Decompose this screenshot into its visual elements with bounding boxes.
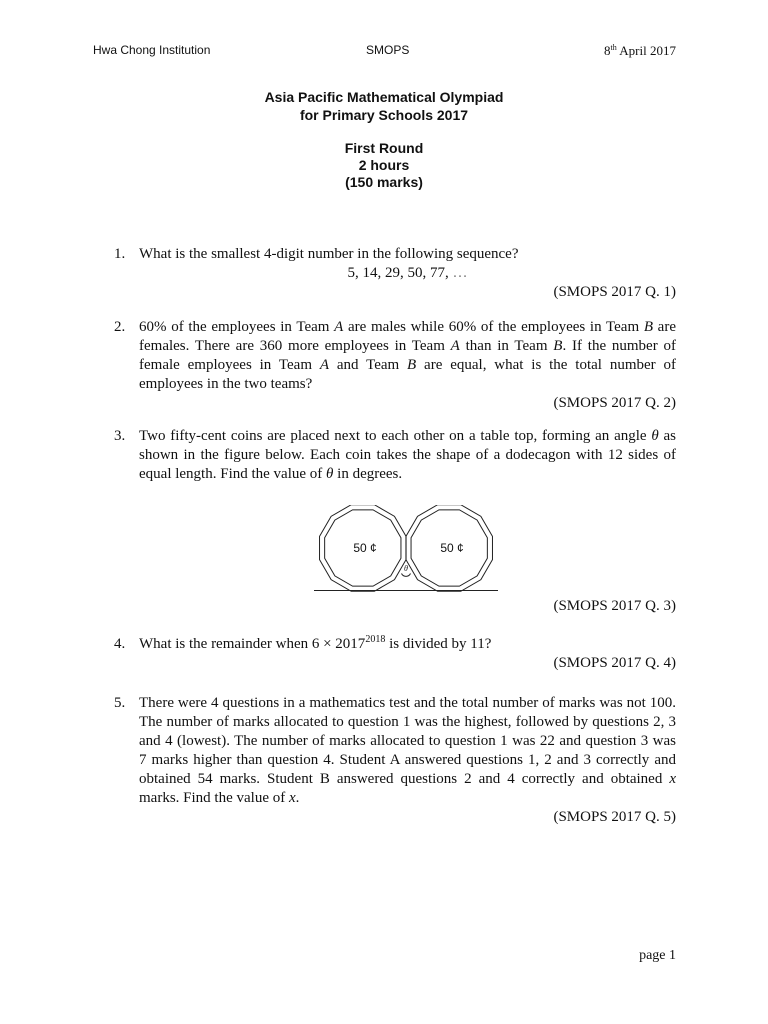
theta-symbol: θ <box>326 466 334 482</box>
round-info <box>0 140 768 191</box>
variable-x: x <box>288 790 296 806</box>
variable-x: x <box>669 771 676 787</box>
question-number: 2. <box>114 319 126 335</box>
question-source: (SMOPS 2017 Q. 4) <box>553 655 676 671</box>
text-segment: Two fifty-cent coins are placed next to each other on a table top, forming an angle <box>139 428 652 444</box>
question-source: (SMOPS 2017 Q. 5) <box>553 809 676 825</box>
exponent: 2018 <box>365 634 386 645</box>
text-segment: are males while 60% of the employees in Team <box>343 319 644 335</box>
header-competition: SMOPS <box>366 43 410 57</box>
question-source: (SMOPS 2017 Q. 2) <box>553 395 676 411</box>
question-4 <box>114 635 676 673</box>
title-line-2: for Primary Schools 2017 <box>299 107 469 123</box>
ellipsis: … <box>452 265 468 281</box>
question-1 <box>114 245 676 302</box>
question-2 <box>114 318 676 413</box>
sequence-values: 5, 14, 29, 50, 77, <box>347 265 449 281</box>
round-duration: 2 hours <box>358 157 410 173</box>
question-5 <box>114 694 676 827</box>
variable-a: A <box>319 357 329 373</box>
variable-a: A <box>334 319 344 335</box>
text-segment: than in Team <box>459 338 554 354</box>
question-number: 4. <box>114 636 126 652</box>
angle-arc <box>402 574 411 577</box>
text-segment: are equal, what is the total number of employees in the two teams? <box>139 357 676 392</box>
question-text <box>139 694 676 808</box>
text-segment: and Team <box>329 357 408 373</box>
variable-b: B <box>407 357 417 373</box>
text-segment: What is the remainder when 6 × 2017 <box>139 636 366 652</box>
header-date-suffix: th <box>610 43 617 52</box>
variable-a: A <box>450 338 460 354</box>
question-source: (SMOPS 2017 Q. 3) <box>553 598 676 614</box>
title-line-1: Asia Pacific Mathematical Olympiad <box>264 89 504 105</box>
page-number: page 1 <box>639 948 676 963</box>
round-name: First Round <box>344 140 424 156</box>
question-text <box>139 635 676 654</box>
header-institution: Hwa Chong Institution <box>93 43 211 57</box>
question-number: 1. <box>114 246 126 262</box>
variable-b: B <box>643 319 653 335</box>
text-segment: as shown in the figure below. Each coin takes the shape of a dodecagon with 12 sides of equal length. Find the value of <box>139 428 676 482</box>
variable-b: B <box>553 338 563 354</box>
question-3 <box>114 427 676 484</box>
question-text <box>139 427 676 484</box>
sequence <box>139 264 676 283</box>
round-marks: (150 marks) <box>345 174 423 190</box>
coin-figure <box>312 505 500 595</box>
text-segment: in degrees. <box>333 466 403 482</box>
header-date-rest: April 2017 <box>616 43 676 58</box>
header-date-day: 8 <box>604 43 611 58</box>
paper-title <box>0 88 768 124</box>
question-source: (SMOPS 2017 Q. 1) <box>553 284 676 300</box>
header-date <box>604 43 676 59</box>
angle-label: θ <box>404 564 408 573</box>
question-text: What is the smallest 4-digit number in the following sequence? <box>139 246 519 262</box>
text-segment: is divided by 11? <box>385 636 492 652</box>
theta-symbol: θ <box>651 428 659 444</box>
question-3-source-row <box>114 597 676 616</box>
coin-right-label: 50 ¢ <box>440 541 464 555</box>
text-segment: . If the number of female employees in Team <box>139 338 676 373</box>
text-segment: There were 4 questions in a mathematics test and the total number of marks was not 100. The number of marks allocated to question 1 was the highest, followed by questions 2, 3 and 4 (lowest). The number of marks allocated to question 1 was 22 and question 3 was 7 marks higher than question 4. Student A answered questions 1, 2 and 3 correctly and obtained 54 marks. Student B answered questions 2 and 4 correctly and obtained <box>139 695 676 787</box>
question-number: 3. <box>114 428 126 444</box>
text-segment: 60% of the employees in Team <box>139 319 335 335</box>
text-segment: are females. There are 360 more employees in Team <box>139 319 676 354</box>
coin-left-label: 50 ¢ <box>353 541 377 555</box>
text-segment: marks. Find the value of <box>139 790 289 806</box>
question-number: 5. <box>114 695 126 711</box>
question-text <box>139 318 676 394</box>
text-segment: . <box>295 790 300 806</box>
